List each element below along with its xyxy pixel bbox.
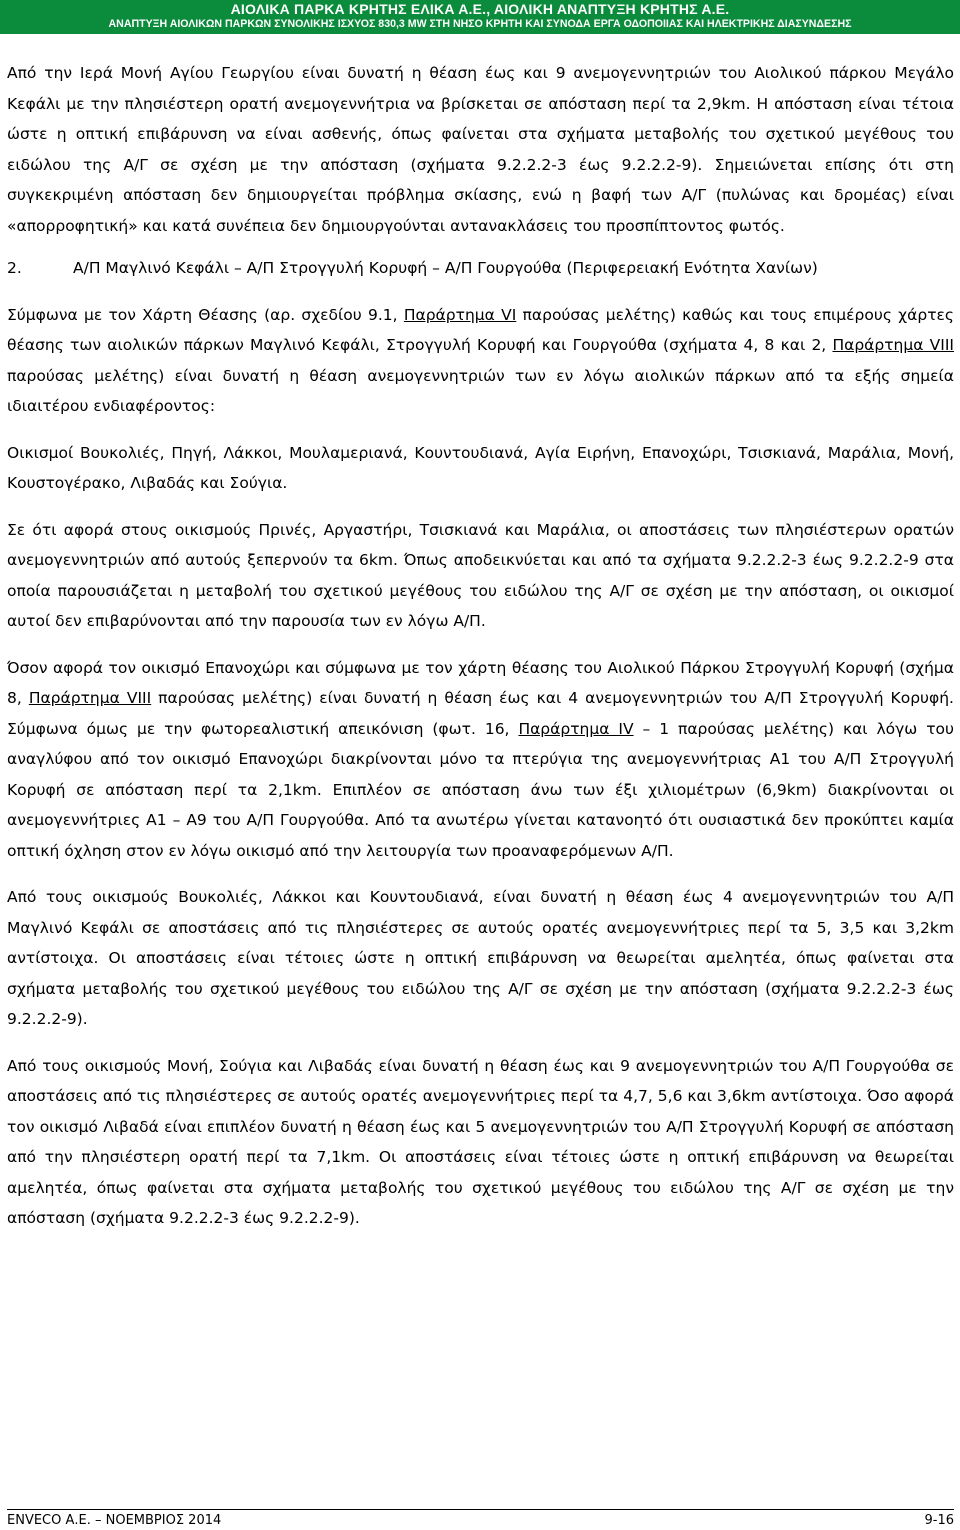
paragraph-epanochori	[7, 653, 954, 867]
text-run: Όσον αφορά τον οικισμό Επανοχώρι και σύμφωνα με τον χάρτη θέασης του Αιολικού Πάρκου Στρογγυλή Κορυφή (σχήμα 8,	[7, 658, 954, 707]
page-footer	[7, 1509, 954, 1529]
appendix-link-iv[interactable]: Παράρτημα IV	[518, 719, 634, 738]
paragraph-visibility-map	[7, 300, 954, 422]
appendix-link-viii[interactable]: Παράρτημα VIII	[832, 336, 954, 354]
appendix-link-viii[interactable]: Παράρτημα VIII	[28, 689, 152, 707]
running-header	[0, 0, 960, 34]
paragraph-distant-settlements: Σε ότι αφορά στους οικισμούς Πρινές, Αργαστήρι, Τσισκιανά και Μαράλια, οι αποστάσεις των πλησιέστερων ορατών ανεμογεννητριών από αυτούς ξεπερνούν τα 6km. Όπως αποδεικνύεται και από τα σχήματα 9.2.2.2-3 έως 9.2.2.2-9 στα οποία παρουσιάζεται η μεταβολή του σχετικού μεγέθους του ειδώλου της Α/Γ σε σχέση με την απόσταση, οι οικισμοί αυτοί δεν επιβαρύνονται από την παρουσία των εν λόγω Α/Π.	[7, 520, 954, 630]
text-run: Σύμφωνα με τον Χάρτη Θέασης (αρ. σχεδίου 9.1,	[7, 305, 404, 324]
text-run: παρούσας μελέτης) καθώς και τους επιμέρους χάρτες θέασης των αιολικών πάρκων Μαγλινό Κεφάλι, Στρογγυλή Κορυφή και Γουργούθα (σχήματα 4, 8 και 2,	[7, 305, 954, 354]
footer-company-date: ENVECO Α.Ε. – ΝΟΕΜΒΡΙΟΣ 2014	[7, 1513, 222, 1528]
list-number: 2.	[7, 259, 22, 277]
text-run: – 1 παρούσας μελέτης) και λόγω του αναγλύφου από τον οικισμό Επανοχώρι διακρίνονται μόνο τα πτερύγια της ανεμογεννήτριας Α1 του Α/Π Στρογγυλή Κορυφή σε απόσταση περί τα 2,1km. Επιπλέον σε απόσταση άνω των έξι χιλιομέτρων (6,9km) διακρίνονται οι ανεμογεννήτριες Α1 – Α9 του Α/Π Γουργούθα. Από τα ανωτέρω γίνεται κατανοητό ότι ουσιαστικά δεν προκύπτει καμία οπτική όχληση στον εν λόγω οικισμό από την λειτουργία των προαναφερόμενων Α/Π.	[7, 719, 955, 860]
list-heading-text: Α/Π Μαγλινό Κεφάλι – Α/Π Στρογγυλή Κορυφή – Α/Π Γουργούθα (Περιφερειακή Ενότητα Χανίων)	[73, 259, 818, 277]
paragraph-settlements-list: Οικισμοί Βουκολιές, Πηγή, Λάκκοι, Μουλαμεριανά, Κουντουδιανά, Αγία Ειρήνη, Επανοχώρι, Τσισκιανά, Μαράλια, Μονή, Κουστογέρακο, Λιβαδάς και Σούγια.	[7, 443, 954, 492]
header-subtitle: ΑΝΑΠΤΥΞΗ ΑΙΟΛΙΚΩΝ ΠΑΡΚΩΝ ΣΥΝΟΛΙΚΗΣ ΙΣΧΥΟΣ 830,3 MW ΣΤΗ ΝΗΣΟ ΚΡΗΤΗ ΚΑΙ ΣΥΝΟΔΑ ΕΡΓΑ ΟΔΟΠΟΙΙΑΣ ΚΑΙ ΗΛΕΚΤΡΙΚΗΣ ΔΙΑΣΥΝΔΕΣΗΣ	[108, 18, 852, 30]
paragraph-moni-sougia: Από τους οικισμούς Μονή, Σούγια και Λιβαδάς είναι δυνατή η θέαση έως και 9 ανεμογεννητριών του Α/Π Γουργούθα σε αποστάσεις από τις πλησιέστερες σε αυτούς ορατές ανεμογεννήτριες περί τα 4,7, 5,6 και 3,6km αντίστοιχα. Όσο αφορά τον οικισμό Λιβαδά είναι επιπλέον δυνατή η θέαση έως και 5 ανεμογεννητριών του Α/Π Στρογγυλή Κορυφή σε απόσταση από την πλησιέστερη ορατή περί τα 7,1km. Οι αποστάσεις είναι τέτοιες ώστε η οπτική επιβάρυνση να θεωρείται αμελητέα, όπως φαίνεται στα σχήματα μεταβολής του σχετικού μεγέθους του ειδώλου της Α/Γ σε σχέση με την απόσταση (σχήματα 9.2.2.2-3 έως 9.2.2.2-9).	[7, 1056, 954, 1227]
appendix-link-vi[interactable]: Παράρτημα VI	[403, 305, 517, 324]
page-number: 9-16	[924, 1513, 954, 1528]
paragraph-monastery: Από την Ιερά Μονή Αγίου Γεωργίου είναι δυνατή η θέαση έως και 9 ανεμογεννητριών του Αιολικού πάρκου Μεγάλο Κεφάλι με την πλησιέστερη ορατή ανεμογεννήτρια να βρίσκεται σε απόσταση περί τα 2,9km. Η απόσταση είναι τέτοια ώστε η οπτική επιβάρυνση να είναι ασθενής, όπως φαίνεται στα σχήματα μεταβολής του σχετικού μεγέθους του ειδώλου της Α/Γ σε σχέση με την απόσταση (σχήματα 9.2.2.2-3 έως 9.2.2.2-9). Σημειώνεται επίσης ότι στη συγκεκριμένη απόσταση δεν δημιουργείται πρόβλημα σκίασης, ενώ η βαφή των Α/Γ (πυλώνας και δρομέας) είναι «απορροφητική» και κατά συνέπεια δεν δημιουργούνται αντανακλάσεις του προσπίπτοντος φωτός.	[7, 64, 954, 235]
paragraph-voukolies: Από τους οικισμούς Βουκολιές, Λάκκοι και Κουντουδιανά, είναι δυνατή η θέαση έως 4 ανεμογεννητριών του Α/Π Μαγλινό Κεφάλι σε αποστάσεις από τις πλησιέστερες σε αυτούς ορατές ανεμογεννήτριες περί τα 5, 3,5 και 3,2km αντίστοιχα. Οι αποστάσεις είναι τέτοιες ώστε η οπτική επιβάρυνση να θεωρείται αμελητέα, όπως φαίνεται στα σχήματα μεταβολής του σχετικού μεγέθους του ειδώλου της Α/Γ σε σχέση με την απόσταση (σχήματα 9.2.2.2-3 έως 9.2.2.2-9).	[7, 888, 954, 1028]
text-run: παρούσας μελέτης) είναι δυνατή η θέαση ανεμογεννητριών των εν λόγω αιολικών πάρκων από τα εξής σημεία ιδιαιτέρου ενδιαφέροντος:	[7, 366, 954, 415]
numbered-heading-2	[7, 253, 954, 284]
text-run: παρούσας μελέτης) είναι δυνατή η θέαση έως και 4 ανεμογεννητριών του Α/Π Στρογγυλή Κορυφή. Σύμφωνα όμως με την φωτορεαλιστική απεικόνιση (φωτ. 16,	[7, 689, 954, 738]
header-title: ΑΙΟΛΙΚΑ ΠΑΡΚΑ ΚΡΗΤΗΣ ΕΛΙΚΑ Α.Ε., ΑΙΟΛΙΚΗ ΑΝΑΠΤΥΞΗ ΚΡΗΤΗΣ Α.Ε.	[230, 1, 730, 17]
document-body	[7, 58, 954, 1234]
